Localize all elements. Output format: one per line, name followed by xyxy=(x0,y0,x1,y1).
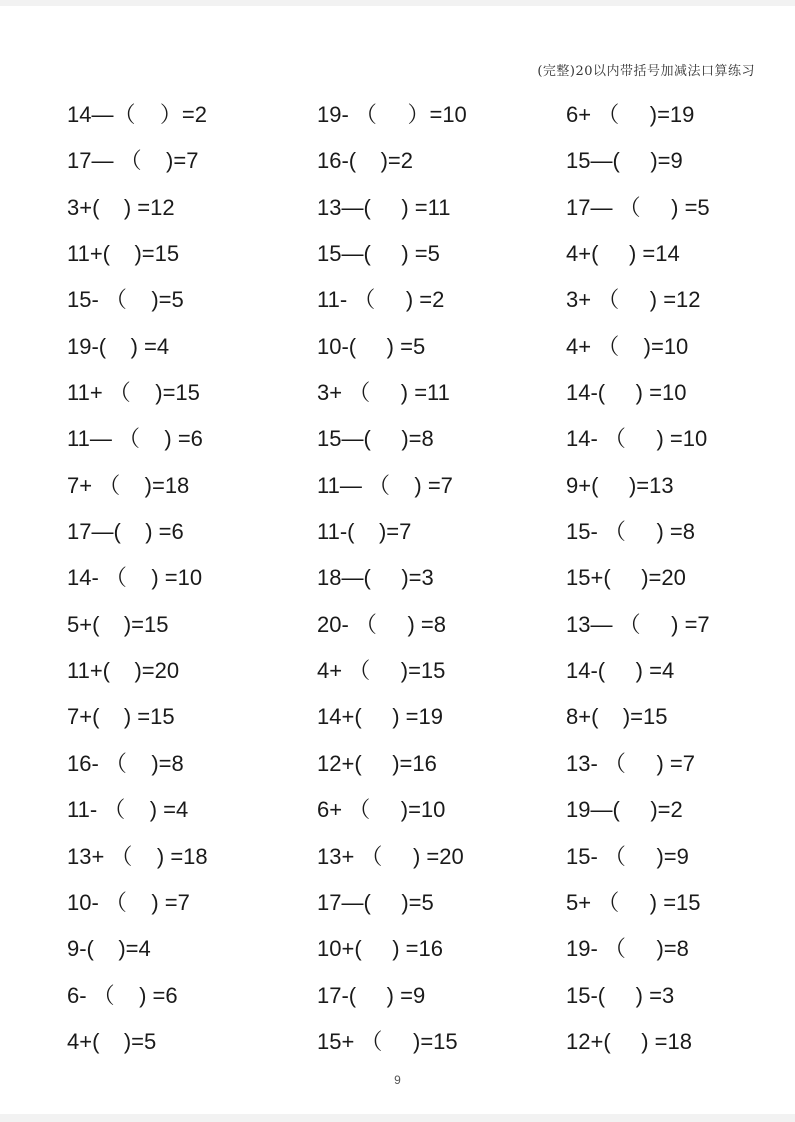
problem-item: 9+( )=13 xyxy=(566,472,674,498)
problem-row xyxy=(67,324,767,370)
problem-item: 9-( )=4 xyxy=(67,936,151,962)
problem-item: 11+( )=15 xyxy=(67,241,180,267)
problem-item: 12+( ) =18 xyxy=(566,1028,692,1054)
problem-row xyxy=(67,277,767,323)
problem-item: 15—( )=8 xyxy=(317,426,434,452)
problem-row xyxy=(67,555,767,601)
problem-row xyxy=(67,231,767,277)
problem-item: 11-( )=7 xyxy=(317,519,412,545)
problem-item: 13+ （ ) =18 xyxy=(67,843,208,869)
problem-item: 16-( )=2 xyxy=(317,148,413,174)
problem-row xyxy=(67,602,767,648)
problem-item: 10- （ ) =7 xyxy=(67,889,190,915)
problem-item: 15- （ ) =8 xyxy=(566,519,695,545)
problem-item: 4+ （ )=15 xyxy=(317,658,446,684)
problem-item: 18—( )=3 xyxy=(317,565,434,591)
problem-item: 7+( ) =15 xyxy=(67,704,175,730)
problem-row xyxy=(67,741,767,787)
problem-row xyxy=(67,787,767,833)
problem-item: 17—( ) =6 xyxy=(67,519,184,545)
problem-item: 17—( )=5 xyxy=(317,889,434,915)
problem-item: 10+( ) =16 xyxy=(317,936,443,962)
problem-item: 11- （ ) =4 xyxy=(67,797,189,823)
problem-row xyxy=(67,973,767,1019)
problem-item: 19- （ )=8 xyxy=(566,936,689,962)
problem-row xyxy=(67,185,767,231)
problem-row xyxy=(67,370,767,416)
problem-item: 4+ （ )=10 xyxy=(566,333,689,359)
problem-item: 15- （ )=5 xyxy=(67,287,184,313)
problem-item: 20- （ ) =8 xyxy=(317,611,446,637)
problem-item: 15+ （ )=15 xyxy=(317,1028,458,1054)
problem-item: 3+( ) =12 xyxy=(67,194,175,220)
problem-item: 14+( ) =19 xyxy=(317,704,443,730)
problem-item: 6+ （ )=10 xyxy=(317,797,446,823)
problem-row xyxy=(67,416,767,462)
problem-item: 13+ （ ) =20 xyxy=(317,843,464,869)
problem-item: 13—( ) =11 xyxy=(317,194,451,220)
problem-item: 7+ （ )=18 xyxy=(67,472,190,498)
problem-item: 17— （ ) =5 xyxy=(566,194,710,220)
problem-item: 10-( ) =5 xyxy=(317,333,426,359)
problem-row xyxy=(67,648,767,694)
problem-item: 6- （ ) =6 xyxy=(67,982,178,1008)
problem-item: 17-( ) =9 xyxy=(317,982,426,1008)
problem-item: 15+( )=20 xyxy=(566,565,686,591)
problem-item: 8+( )=15 xyxy=(566,704,668,730)
problem-item: 14—（ ）=2 xyxy=(67,102,208,127)
problem-item: 4+( )=5 xyxy=(67,1028,157,1054)
problem-item: 5+( )=15 xyxy=(67,611,169,637)
problem-item: 17— （ )=7 xyxy=(67,148,199,174)
problem-item: 14-( ) =4 xyxy=(566,658,675,684)
problem-row xyxy=(67,926,767,972)
problem-item: 15—( )=9 xyxy=(566,148,683,174)
problem-item: 6+ （ )=19 xyxy=(566,102,695,127)
problem-row xyxy=(67,834,767,880)
problem-row xyxy=(67,463,767,509)
problem-item: 12+( )=16 xyxy=(317,750,437,776)
problem-row xyxy=(67,694,767,740)
problem-item: 15- （ )=9 xyxy=(566,843,689,869)
problem-item: 19—( )=2 xyxy=(566,797,683,823)
problem-item: 15—( ) =5 xyxy=(317,241,440,267)
problem-row xyxy=(67,880,767,926)
problem-item: 11— （ ) =6 xyxy=(67,426,203,452)
problem-item: 19- （ ）=10 xyxy=(317,102,467,127)
problem-row xyxy=(67,509,767,555)
problem-item: 3+ （ ) =11 xyxy=(317,380,450,406)
problem-item: 14- （ ) =10 xyxy=(67,565,203,591)
problem-item: 19-( ) =4 xyxy=(67,333,170,359)
problem-grid xyxy=(67,92,767,1065)
problem-item: 16- （ )=8 xyxy=(67,750,184,776)
problem-item: 4+( ) =14 xyxy=(566,241,680,267)
problem-row xyxy=(67,138,767,184)
problem-row xyxy=(67,92,767,138)
problem-item: 11+( )=20 xyxy=(67,658,180,684)
problem-item: 11- （ ) =2 xyxy=(317,287,445,313)
problem-item: 5+ （ ) =15 xyxy=(566,889,701,915)
page-number: 9 xyxy=(394,1073,401,1087)
problem-row xyxy=(67,1019,767,1065)
problem-item: 11— （ ) =7 xyxy=(317,472,453,498)
problem-item: 14-( ) =10 xyxy=(566,380,687,406)
problem-item: 11+ （ )=15 xyxy=(67,380,200,406)
problem-item: 15-( ) =3 xyxy=(566,982,675,1008)
page-header-title: (完整)20以内带括号加减法口算练习 xyxy=(537,64,755,79)
problem-item: 13— （ ) =7 xyxy=(566,611,710,637)
problem-item: 14- （ ) =10 xyxy=(566,426,708,452)
problem-item: 13- （ ) =7 xyxy=(566,750,695,776)
problem-item: 3+ （ ) =12 xyxy=(566,287,701,313)
worksheet-page xyxy=(0,6,795,1114)
